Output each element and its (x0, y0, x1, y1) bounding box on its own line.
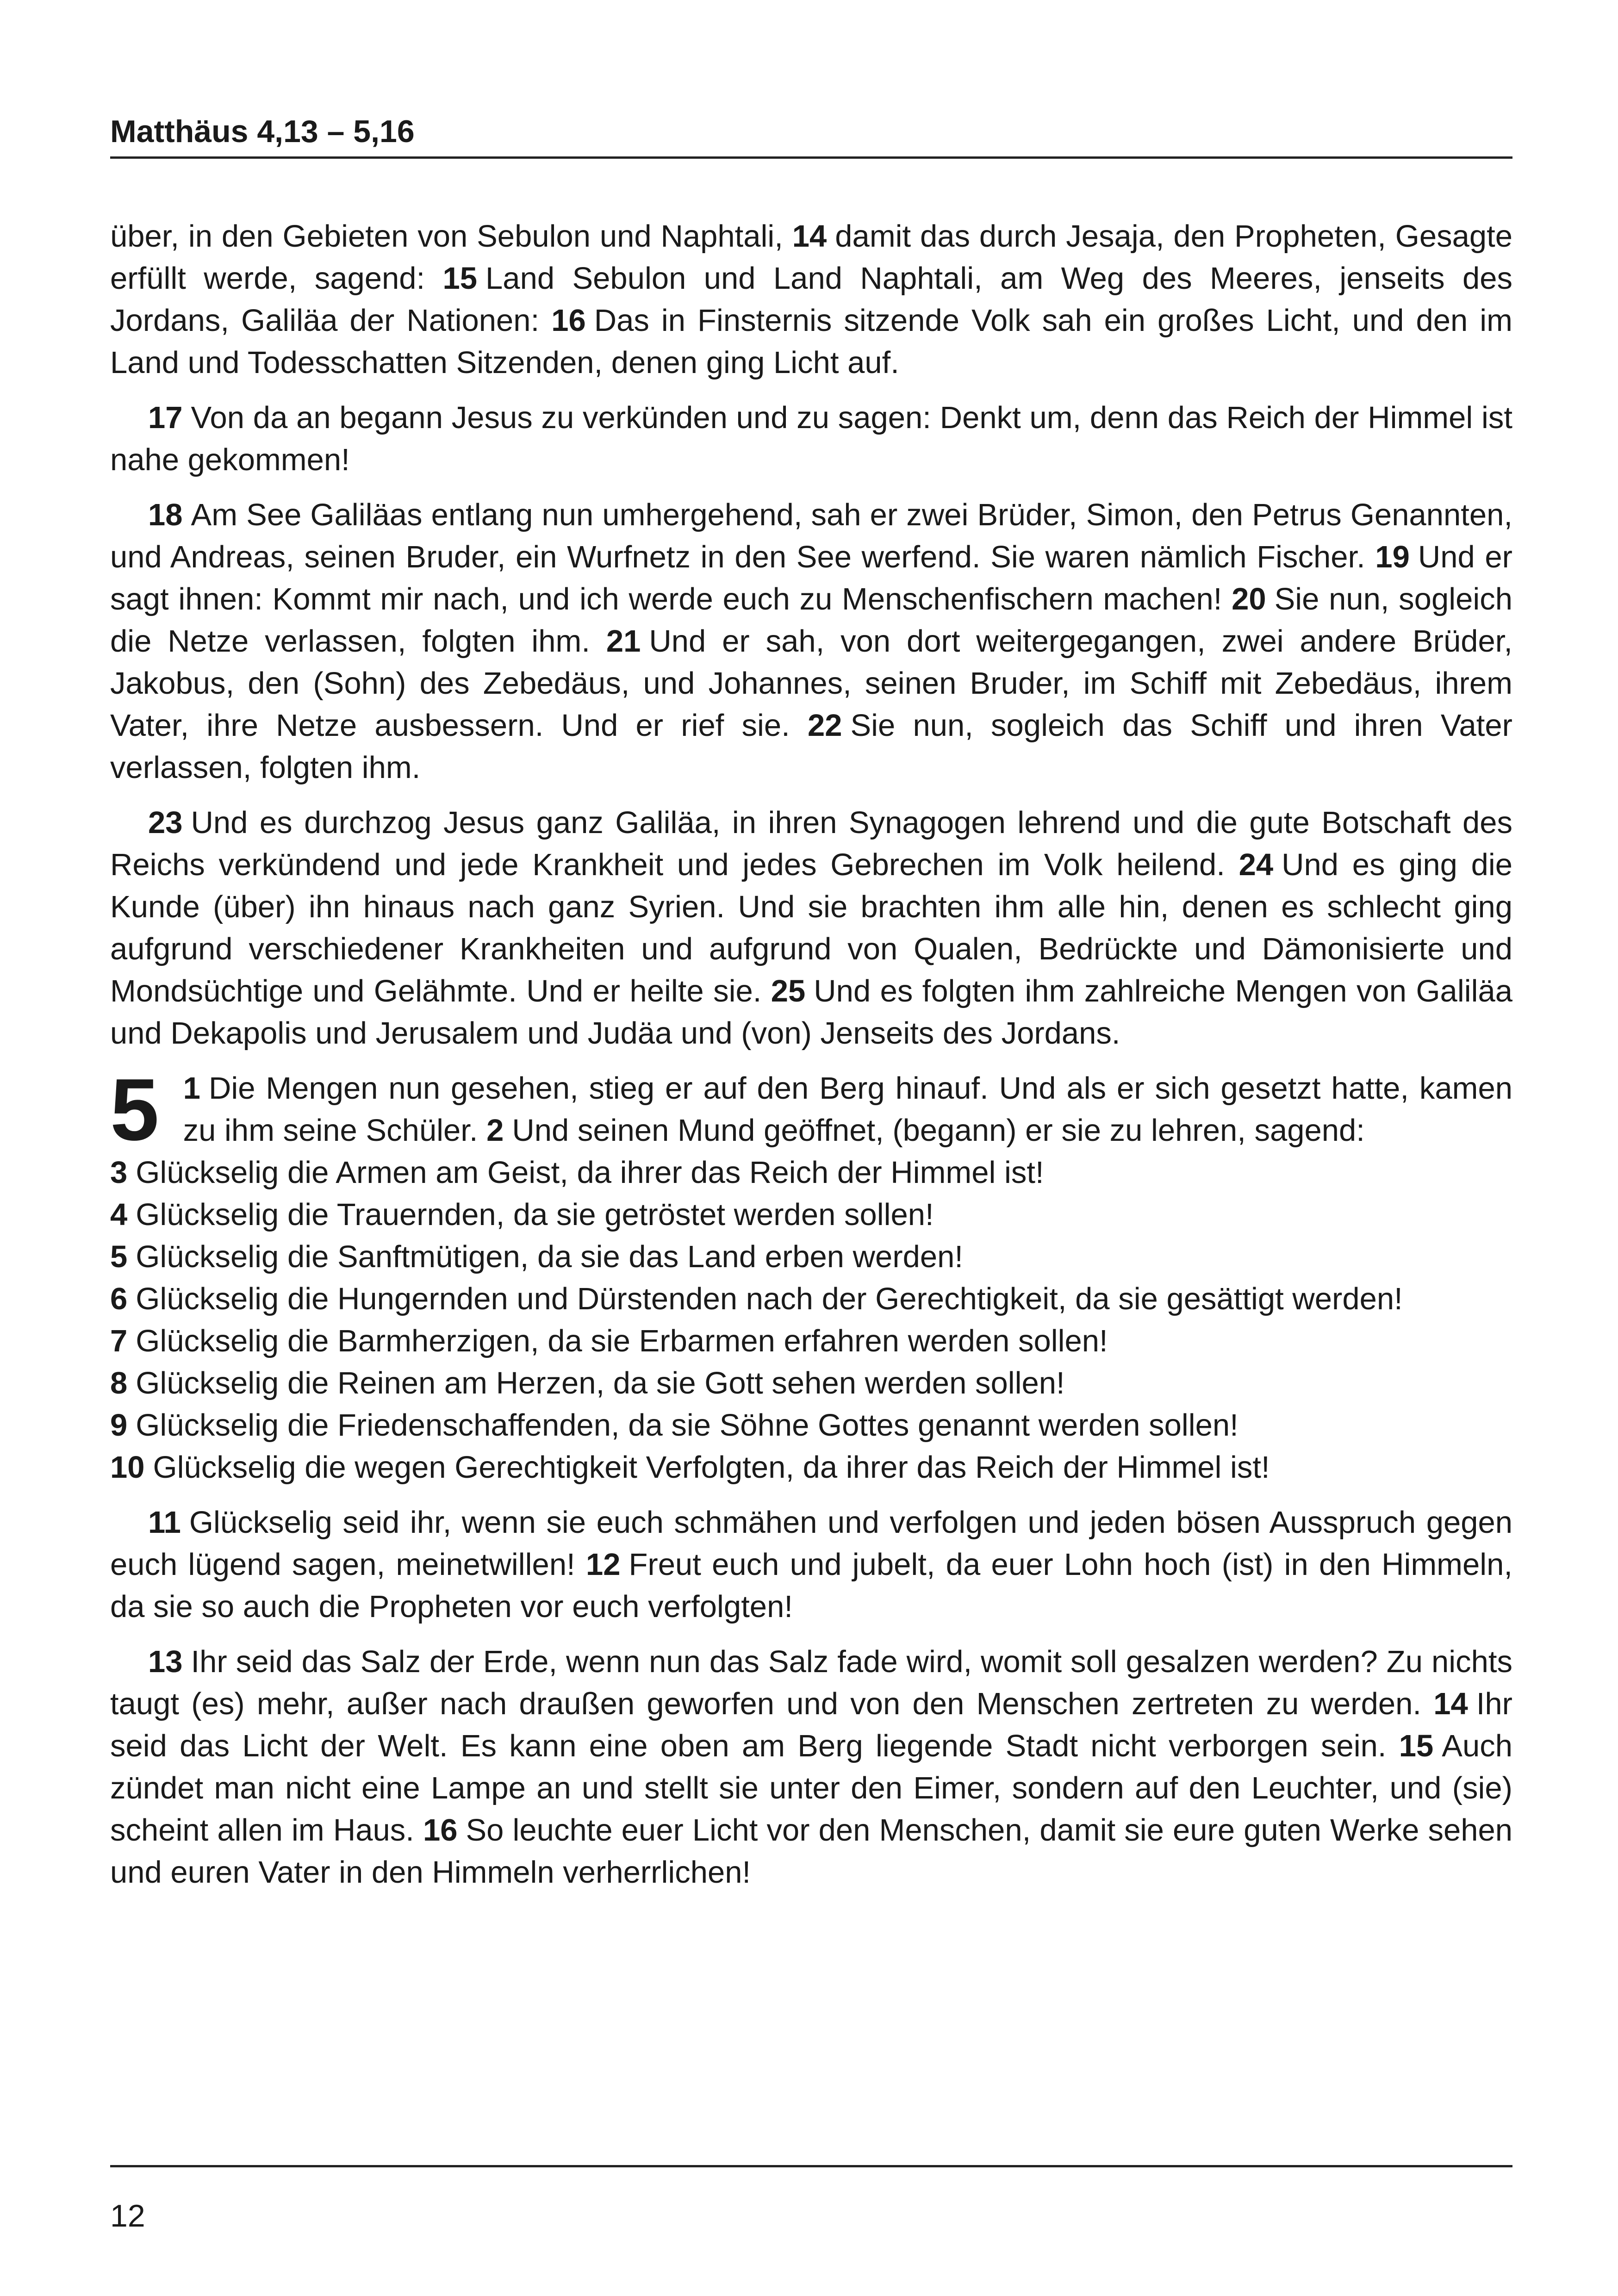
verse-number: 2 (486, 1113, 504, 1148)
verse-number: 11 (148, 1505, 181, 1540)
page-title: Matthäus 4,13 – 5,16 (110, 114, 415, 149)
verse-text: Glückselig die Reinen am Herzen, da sie Gott sehen werden sollen! (136, 1366, 1065, 1400)
paragraph (110, 494, 1512, 789)
footer-rule (110, 2165, 1512, 2167)
verse-text: Freut euch und jubelt, da euer Lohn hoch (ist) in den Himmeln, da sie so auch die Propheten vor euch verfolgten! (110, 1547, 1513, 1624)
beatitude-line (110, 1404, 1512, 1446)
paragraph (110, 397, 1512, 481)
beatitudes-list (110, 1151, 1512, 1488)
beatitude-line (110, 1236, 1512, 1278)
verse-text: Und er sagt ihnen: Kommt mir nach, und ich werde euch zu Menschenfischern machen! (110, 540, 1512, 616)
verse-text: Glückselig die wegen Gerechtigkeit Verfolgten, da ihrer das Reich der Himmel ist! (153, 1450, 1270, 1485)
verse-text: Die Mengen nun gesehen, stieg er auf den Berg hinauf. Und als er sich gesetzt hatte, kamen zu ihm seine Schüler. (183, 1071, 1512, 1148)
verse-number: 19 (1375, 540, 1410, 574)
page-header (110, 110, 1512, 159)
beatitude-line (110, 1278, 1512, 1320)
verse-text: Das in Finsternis sitzende Volk sah ein großes Licht, und den im Land und Todesschatten Sitzenden, denen ging Licht auf. (110, 303, 1512, 380)
verse-number: 8 (110, 1366, 128, 1400)
verse-text: Auch zündet man nicht eine Lampe an und stellt sie unter den Eimer, sondern auf den Leuchter, und (sie) scheint allen im Haus. (110, 1729, 1512, 1848)
verse-text: Am See Galiläas entlang nun umhergehend, sah er zwei Brüder, Simon, den Petrus Genannten, und Andreas, seinen Bruder, ein Wurfnetz in den See werfend. Sie waren nämlich Fischer. (110, 498, 1512, 574)
verse-number: 10 (110, 1450, 145, 1485)
page-number: 12 (110, 2198, 145, 2234)
beatitude-line (110, 1320, 1512, 1362)
verse-text: Sie nun, sogleich das Schiff und ihren Vater verlassen, folgten ihm. (110, 708, 1512, 785)
beatitude-line (110, 1362, 1512, 1404)
paragraph (110, 215, 1512, 384)
verse-text: Und er sah, von dort weitergegangen, zwei andere Brüder, Jakobus, den (Sohn) des Zebedäus, und Johannes, seinen Bruder, im Schiff mit Zebedäus, ihrem Vater, ihre Netze ausbessern. Und er rief sie. (110, 624, 1513, 743)
chapter-intro (183, 1071, 1512, 1148)
verse-number: 16 (423, 1813, 458, 1848)
beatitude-line (110, 1446, 1512, 1488)
verse-text: Und es durchzog Jesus ganz Galiläa, in ihren Synagogen lehrend und die gute Botschaft des Reichs verkündend und jede Krankheit und jedes Gebrechen im Volk heilend. (110, 805, 1512, 882)
verse-text: Ihr seid das Salz der Erde, wenn nun das Salz fade wird, womit soll gesalzen werden? Zu nichts taugt (es) mehr, außer nach draußen geworfen und von den Menschen zertreten zu werden. (110, 1644, 1512, 1721)
verse-number: 16 (551, 303, 586, 338)
verse-text: Von da an begann Jesus zu verkünden und zu sagen: Denkt um, denn das Reich der Himmel ist nahe gekommen! (110, 400, 1512, 477)
verse-number: 17 (148, 400, 183, 435)
verse-number: 25 (771, 974, 806, 1008)
verse-number: 13 (148, 1644, 183, 1679)
verse-text: Sie nun, sogleich die Netze verlassen, folgten ihm. (110, 582, 1513, 659)
verse-text: Und seinen Mund geöffnet, (begann) er sie zu lehren, sagend: (512, 1113, 1365, 1148)
verse-text: Glückselig die Friedenschaffenden, da sie Söhne Gottes genannt werden sollen! (136, 1408, 1238, 1443)
verse-number: 7 (110, 1324, 128, 1358)
verse-text: über, in den Gebieten von Sebulon und Naphtali, (110, 219, 792, 254)
verse-number: 9 (110, 1408, 128, 1443)
verse-text: So leuchte euer Licht vor den Menschen, damit sie eure guten Werke sehen und euren Vater in den Himmeln verherrlichen! (110, 1813, 1512, 1890)
verse-text: Land Sebulon und Land Naphtali, am Weg des Meeres, jenseits des Jordans, Galiläa der Nationen: (110, 261, 1512, 338)
verse-number: 24 (1238, 847, 1274, 882)
beatitude-line (110, 1151, 1512, 1194)
verse-number: 12 (585, 1547, 621, 1582)
verse-text: Glückselig die Barmherzigen, da sie Erbarmen erfahren werden sollen! (136, 1324, 1108, 1358)
verse-text: Glückselig die Sanftmütigen, da sie das Land erben werden! (136, 1239, 964, 1274)
beatitude-line (110, 1194, 1512, 1236)
chapter-block (110, 1061, 1512, 1488)
verse-text: Glückselig die Trauernden, da sie getröstet werden sollen! (136, 1197, 934, 1232)
paragraph (110, 1501, 1512, 1628)
verse-number: 14 (1433, 1686, 1468, 1721)
verse-text: Glückselig die Hungernden und Dürstenden nach der Gerechtigkeit, da sie gesättigt werden! (136, 1282, 1403, 1316)
verse-number: 3 (110, 1155, 128, 1190)
paragraphs-top (110, 215, 1512, 1054)
verse-number: 23 (148, 805, 183, 840)
verse-text: Glückselig seid ihr, wenn sie euch schmähen und verfolgen und jeden bösen Ausspruch gegen euch lügend sagen, meinetwillen! (110, 1505, 1512, 1582)
header-rule (110, 156, 1512, 159)
verse-number: 21 (606, 624, 641, 659)
verse-text: Und es ging die Kunde (über) ihn hinaus nach ganz Syrien. Und sie brachten ihm alle hin, denen es schlecht ging aufgrund verschiedener Krankheiten und aufgrund von Qualen, Bedrückte und Dämonisierte und Mondsüchtige und Gelähmte. Und er heilte sie. (110, 847, 1513, 1008)
verse-number: 1 (183, 1071, 200, 1106)
verse-text: damit das durch Jesaja, den Propheten, Gesagte erfüllt werde, sagend: (110, 219, 1512, 296)
verse-number: 18 (148, 498, 183, 532)
verse-text: Ihr seid das Licht der Welt. Es kann eine oben am Berg liegende Stadt nicht verborgen sein. (110, 1686, 1512, 1763)
verse-number: 5 (110, 1239, 128, 1274)
paragraph (110, 1641, 1512, 1893)
verse-number: 15 (1399, 1729, 1434, 1763)
paragraphs-bottom (110, 1501, 1512, 1893)
verse-text: Glückselig die Armen am Geist, da ihrer das Reich der Himmel ist! (136, 1155, 1044, 1190)
verse-number: 22 (807, 708, 842, 743)
paragraph (110, 802, 1512, 1054)
verse-number: 6 (110, 1282, 128, 1316)
verse-number: 4 (110, 1197, 128, 1232)
verse-number: 14 (792, 219, 827, 254)
verse-number: 15 (442, 261, 478, 296)
verse-number: 20 (1232, 582, 1266, 616)
page-footer (110, 2165, 1512, 2237)
scripture-text (110, 215, 1512, 1906)
verse-text: Und es folgten ihm zahlreiche Mengen von Galiläa und Dekapolis und Jerusalem und Judäa und (von) Jenseits des Jordans. (110, 974, 1512, 1051)
chapter-number: 5 (110, 1061, 159, 1159)
